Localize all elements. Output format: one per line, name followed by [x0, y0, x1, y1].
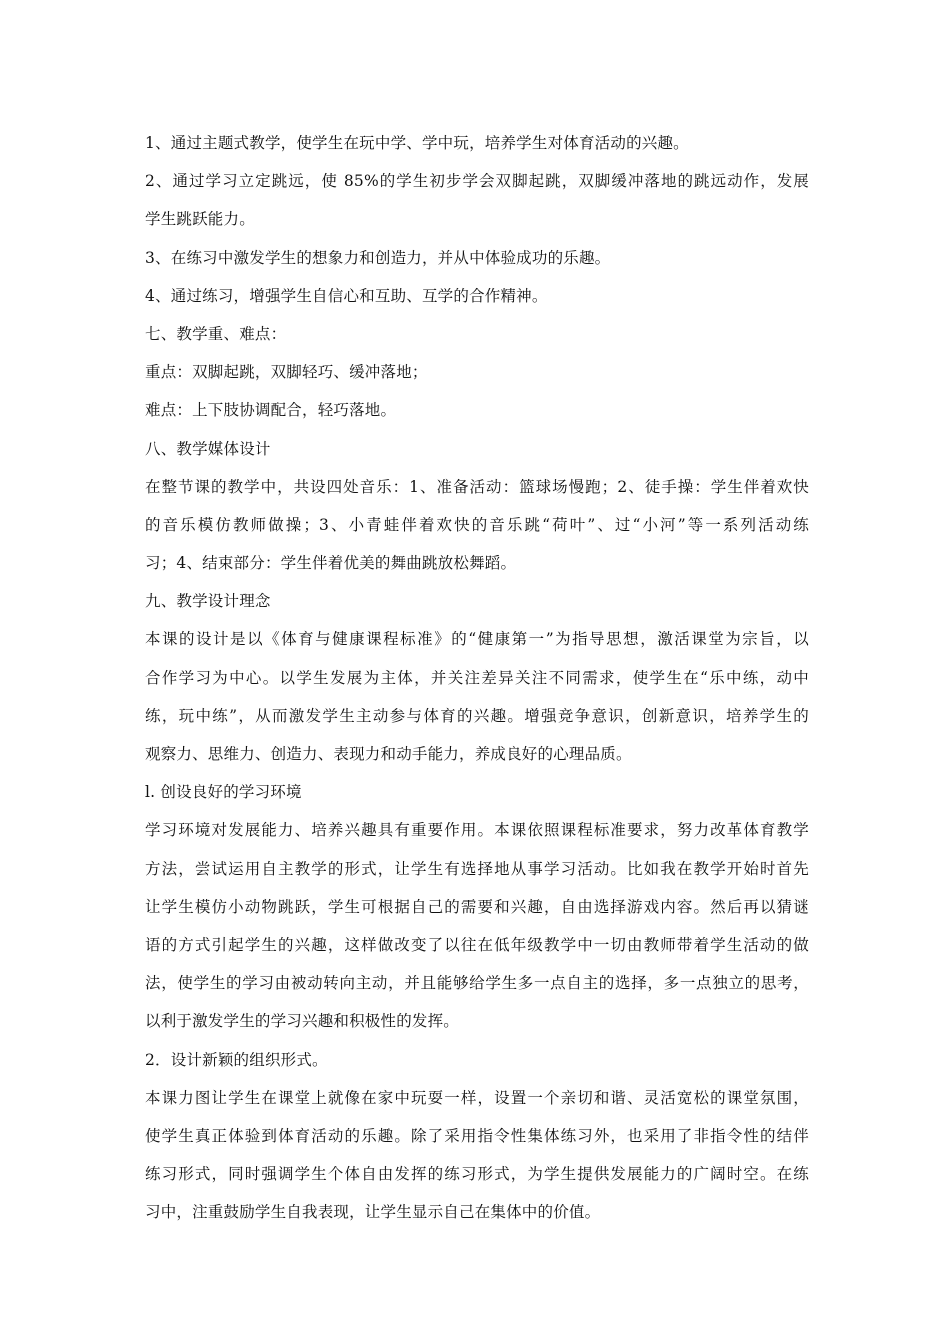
environment-paragraph-line-6: 以利于激发学生的学习兴趣和积极性的发挥。	[145, 1012, 460, 1031]
environment-paragraph-line-5: 法，使学生的学习由被动转向主动，并且能够给学生多一点自主的选择，多一点独立的思考，	[145, 974, 809, 993]
media-paragraph-line-3: 习；4、结束部分：学生伴着优美的舞曲跳放松舞蹈。	[145, 554, 517, 573]
objective-3: 3、在练习中激发学生的想象力和创造力，并从中体验成功的乐趣。	[145, 248, 611, 267]
section-heading-8: 八、教学媒体设计	[145, 439, 271, 458]
subheading-2: 2．设计新颖的组织形式。	[145, 1050, 328, 1069]
objective-2-line-1: 2、通过学习立定跳远，使 85%的学生初步学会双脚起跳，双脚缓冲落地的跳远动作，发展	[145, 172, 809, 191]
difficult-point: 难点：上下肢协调配合，轻巧落地。	[145, 401, 397, 420]
subheading-1: l. 创设良好的学习环境	[145, 783, 302, 802]
objective-4: 4、通过练习，增强学生自信心和互助、互学的合作精神。	[145, 286, 548, 305]
organization-paragraph-line-2: 使学生真正体验到体育活动的乐趣。除了采用指令性集体练习外，也采用了非指令性的结伴	[145, 1126, 809, 1145]
philosophy-paragraph-line-2: 合作学习为中心。以学生发展为主体，并关注差异关注不同需求，使学生在“乐中练，动中	[145, 668, 809, 687]
section-heading-9: 九、教学设计理念	[145, 592, 271, 611]
media-paragraph-line-2: 的音乐模仿教师做操；3、小青蛙伴着欢快的音乐跳“荷叶”、过“小河”等一系列活动练	[145, 515, 809, 534]
organization-paragraph-line-3: 练习形式，同时强调学生个体自由发挥的练习形式，为学生提供发展能力的广阔时空。在练	[145, 1165, 809, 1184]
philosophy-paragraph-line-3: 练，玩中练”，从而激发学生主动参与体育的兴趣。增强竞争意识，创新意识，培养学生的	[145, 706, 809, 725]
key-point: 重点：双脚起跳，双脚轻巧、缓冲落地；	[145, 363, 428, 382]
media-paragraph-line-1: 在整节课的教学中，共设四处音乐：1、准备活动：篮球场慢跑；2、徒手操：学生伴着欢快	[145, 477, 809, 496]
organization-paragraph-line-1: 本课力图让学生在课堂上就像在家中玩耍一样，设置一个亲切和谐、灵活宽松的课堂氛围，	[145, 1088, 809, 1107]
environment-paragraph-line-3: 让学生模仿小动物跳跃，学生可根据自己的需要和兴趣，自由选择游戏内容。然后再以猜谜	[145, 897, 809, 916]
environment-paragraph-line-1: 学习环境对发展能力、培养兴趣具有重要作用。本课依照课程标准要求，努力改革体育教学	[145, 821, 809, 840]
section-heading-7: 七、教学重、难点：	[145, 324, 287, 343]
philosophy-paragraph-line-1: 本课的设计是以《体育与健康课程标准》的“健康第一”为指导思想，激活课堂为宗旨，以	[145, 630, 809, 649]
document-body	[145, 124, 809, 1231]
environment-paragraph-line-2: 方法，尝试运用自主教学的形式，让学生有选择地从事学习活动。比如我在教学开始时首先	[145, 859, 809, 878]
objective-1: 1、通过主题式教学，使学生在玩中学、学中玩，培养学生对体育活动的兴趣。	[145, 134, 689, 152]
philosophy-paragraph-line-4: 观察力、思维力、创造力、表现力和动手能力，养成良好的心理品质。	[145, 745, 632, 763]
environment-paragraph-line-4: 语的方式引起学生的兴趣，这样做改变了以往在低年级教学中一切由教师带着学生活动的做	[145, 935, 809, 954]
objective-2-line-2: 学生跳跃能力。	[145, 210, 255, 229]
organization-paragraph-line-4: 习中，注重鼓励学生自我表现，让学生显示自己在集体中的价值。	[145, 1203, 601, 1222]
